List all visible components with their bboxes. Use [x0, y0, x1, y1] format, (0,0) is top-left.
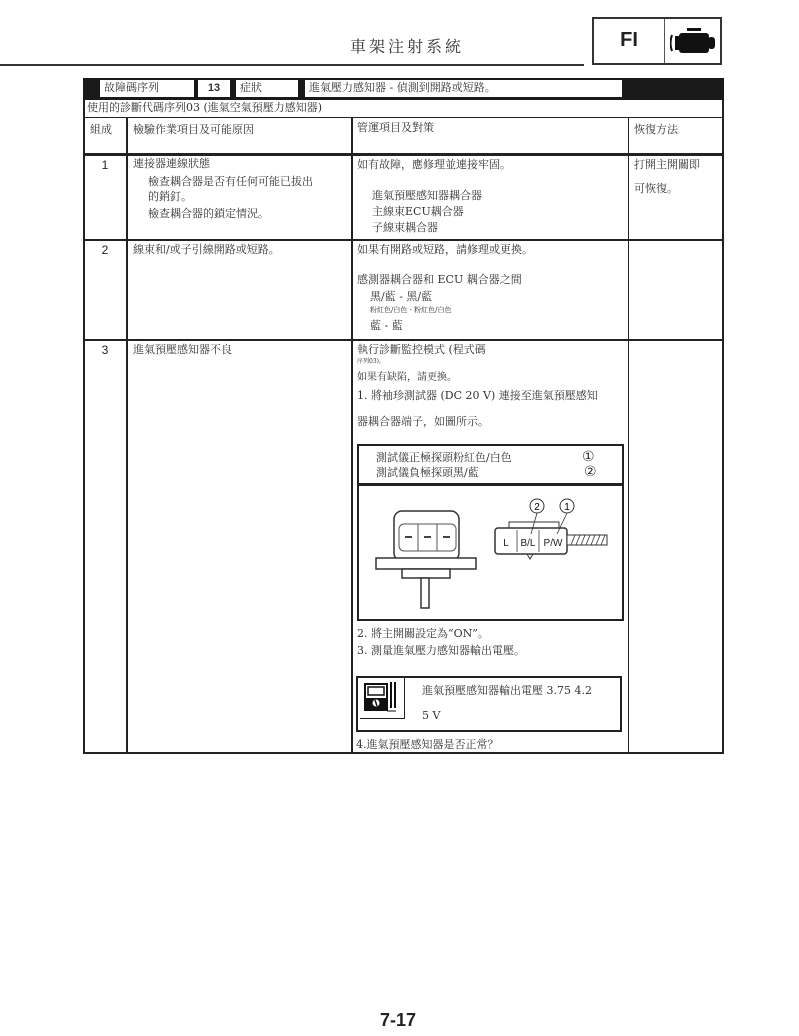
connector-diagram: [357, 484, 624, 621]
action-line: 如有故障，應修理並連接牢固。: [357, 158, 511, 171]
fi-badge-label: FI: [620, 29, 638, 51]
step-line: 2. 將主開關設定為“ON”。: [357, 627, 489, 640]
inspection-title: 進氣預壓感知器不良: [133, 343, 232, 356]
legend-marker: ②: [584, 464, 597, 480]
row-order: 2: [101, 243, 109, 257]
engine-icon: [670, 27, 718, 57]
badge-divider: [664, 19, 665, 63]
final-question: 4.進氣預壓感知器是否正常？: [356, 738, 499, 751]
fault-code-label: 故障碼序列: [100, 80, 194, 97]
col-divider: [628, 118, 629, 754]
legend-text: 測試儀正極探頭粉紅色/白色: [376, 451, 512, 464]
voltage-unit: 5 V: [422, 709, 441, 722]
col-header-action: 管運項目及對策: [357, 121, 434, 134]
recovery-line: 可恢復。: [634, 182, 678, 195]
action-line: 執行診斷監控模式 (程式碼: [357, 343, 486, 356]
inspection-line: 檢查耦合器的鎖定情況。: [148, 207, 269, 220]
row-order: 1: [101, 158, 109, 172]
action-line: 主線束ECU耦合器: [372, 205, 464, 218]
sensor-diagram-icon: [359, 486, 622, 619]
action-line: 1. 將袖珍測試器 (DC 20 V) 連接至進氣預壓感知: [357, 389, 598, 402]
symptom-label: 症狀: [236, 80, 298, 97]
inspection-line: 檢查耦合器是否有任何可能已拔出: [148, 175, 313, 188]
action-line: 進氣預壓感知器耦合器: [372, 189, 482, 202]
inspection-line: 的銷釘。: [148, 190, 192, 203]
section-title: 車架注射系統: [350, 37, 465, 56]
meter-frame: [360, 678, 405, 719]
svg-text:L: L: [503, 538, 509, 549]
voltage-spec-box: [356, 676, 622, 732]
svg-text:P/W: P/W: [543, 538, 563, 549]
recovery-line: 打開主開關即: [634, 158, 700, 171]
voltage-spec: 進氣預壓感知器輸出電壓 3.75 4.2: [422, 684, 592, 697]
probe-legend: [357, 444, 624, 485]
page-number: 7-17: [380, 1010, 417, 1030]
action-line: 如果有開路或短路，請修理或更換。: [357, 243, 533, 256]
diagnostic-code-line: 使用的診斷代碼序列03 (進氣空氣預壓力感知器): [87, 101, 323, 114]
col-header-inspection: 檢驗作業項目及可能原因: [133, 123, 254, 136]
header-underline: [0, 64, 584, 66]
row-order: 3: [101, 343, 109, 357]
svg-text:1: 1: [564, 502, 570, 513]
fi-badge: [592, 17, 722, 65]
action-line: 器耦合器端子，如圖所示。: [357, 415, 489, 428]
action-line: 感測器耦合器和 ECU 耦合器之間: [357, 273, 522, 286]
action-line: 粉紅色/白色 - 粉紅色/白色: [370, 306, 452, 314]
col-divider: [126, 118, 128, 754]
action-line: 藍 - 藍: [370, 319, 403, 332]
col-divider: [351, 118, 353, 754]
svg-text:B/L: B/L: [520, 538, 536, 549]
legend-marker: ①: [582, 449, 595, 465]
inspection-title: 連接器連線狀態: [133, 157, 210, 170]
action-line: 子線束耦合器: [372, 221, 438, 234]
col-header-recovery: 恢復方法: [634, 123, 678, 136]
inspection-title: 線束和/或子引線開路或短路。: [133, 243, 280, 256]
svg-text:2: 2: [534, 502, 540, 513]
step-line: 3. 測量進氣壓力感知器輸出電壓。: [357, 644, 525, 657]
legend-text: 測試儀負極探頭黑/藍: [376, 466, 479, 479]
action-line: 如果有缺陷，請更換。: [357, 372, 457, 383]
col-header-order: 組成: [90, 123, 112, 136]
multimeter-icon: [362, 680, 402, 716]
action-line: 黑/藍 - 黑/藍: [370, 290, 433, 303]
symptom-value: 進氣壓力感知器 - 偵測到開路或短路。: [305, 80, 622, 97]
action-line: 序列03)。: [357, 358, 385, 365]
fault-code-value: 13: [198, 80, 230, 97]
